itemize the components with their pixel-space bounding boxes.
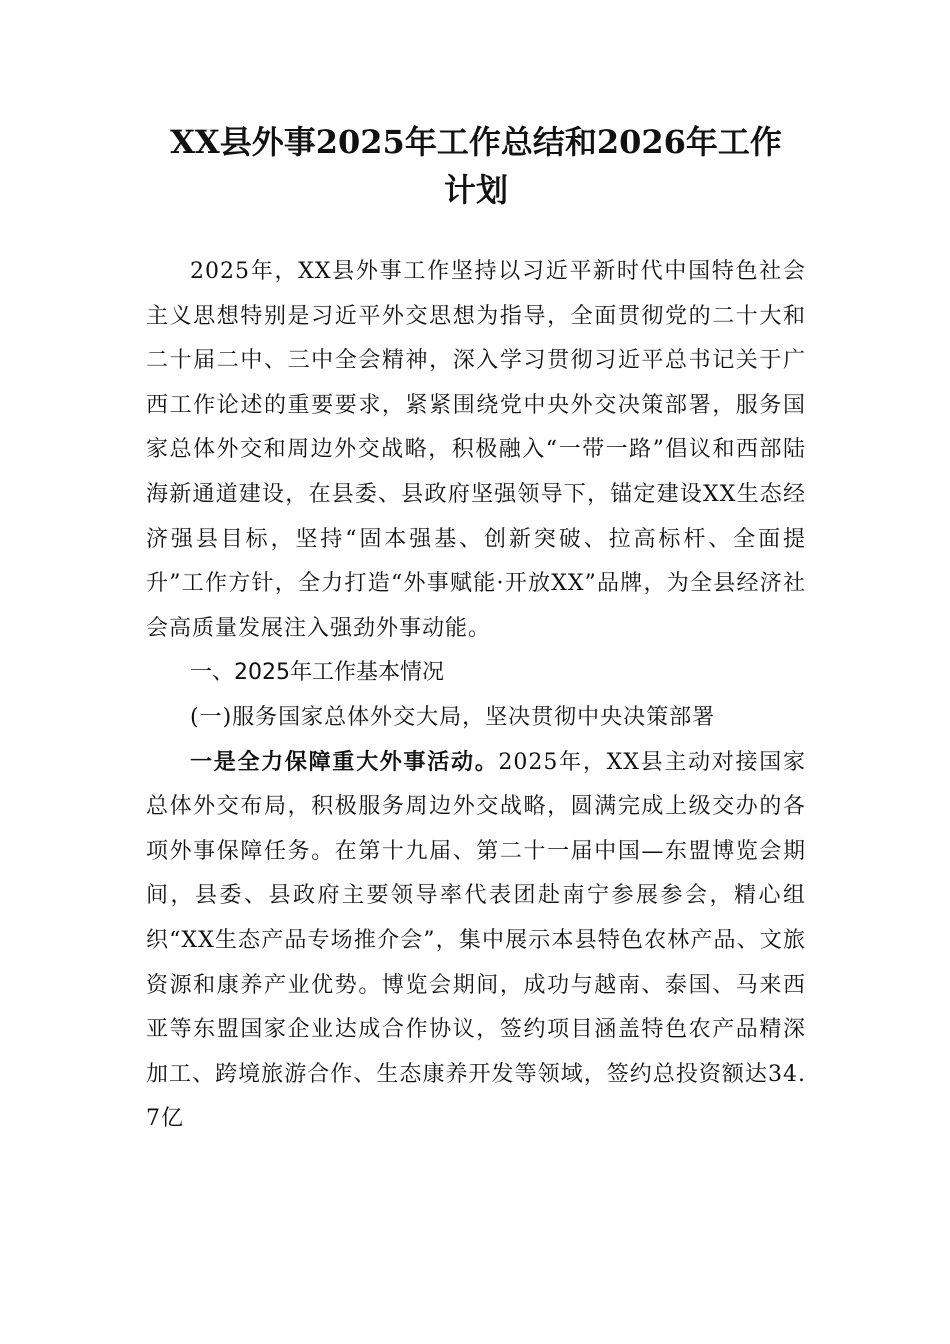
- document-body: [146, 250, 806, 1142]
- subsection-heading-1: (一)服务国家总体外交大局，坚决贯彻中央决策部署: [190, 704, 716, 730]
- item-paragraph-1: [146, 741, 806, 1142]
- item-lead-1: 一是全力保障重大外事活动。: [190, 749, 499, 775]
- section-heading-1: 一、2025年工作基本情况: [190, 660, 444, 686]
- item-text-1: 2025年，XX县主动对接国家总体外交布局，积极服务周边外交战略，圆满完成上级交办的各项外事保障任务。在第十九届、第二十一届中国—东盟博览会期间，县委、县政府主要领导率代表团赴南宁参展参会，精心组织“XX生态产品专场推介会”，集中展示本县特色农林产品、文旅资源和康养产业优势。博览会期间，成功与越南、泰国、马来西亚等东盟国家企业达成合作协议，签约项目涵盖特色农产品精深加工、跨境旅游合作、生态康养开发等领域，签约总投资额达34.7亿: [146, 749, 806, 1132]
- document-title: [146, 118, 806, 214]
- intro-paragraph: 2025年，XX县外事工作坚持以习近平新时代中国特色社会主义思想特别是习近平外交思想为指导，全面贯彻党的二十大和二十届二中、三中全会精神，深入学习贯彻习近平总书记关于广西工作论述的重要要求，紧紧围绕党中央外交决策部署，服务国家总体外交和周边外交战略，积极融入“一带一路”倡议和西部陆海新通道建设，在县委、县政府坚强领导下，锚定建设XX生态经济强县目标，坚持“固本强基、创新突破、拉高标杆、全面提升”工作方针，全力打造“外事赋能·开放XX”品牌，为全县经济社会高质量发展注入强劲外事动能。: [146, 259, 806, 641]
- title-line-2: 计划: [443, 171, 508, 209]
- title-line-1: XX县外事2025年工作总结和2026年工作: [170, 123, 782, 161]
